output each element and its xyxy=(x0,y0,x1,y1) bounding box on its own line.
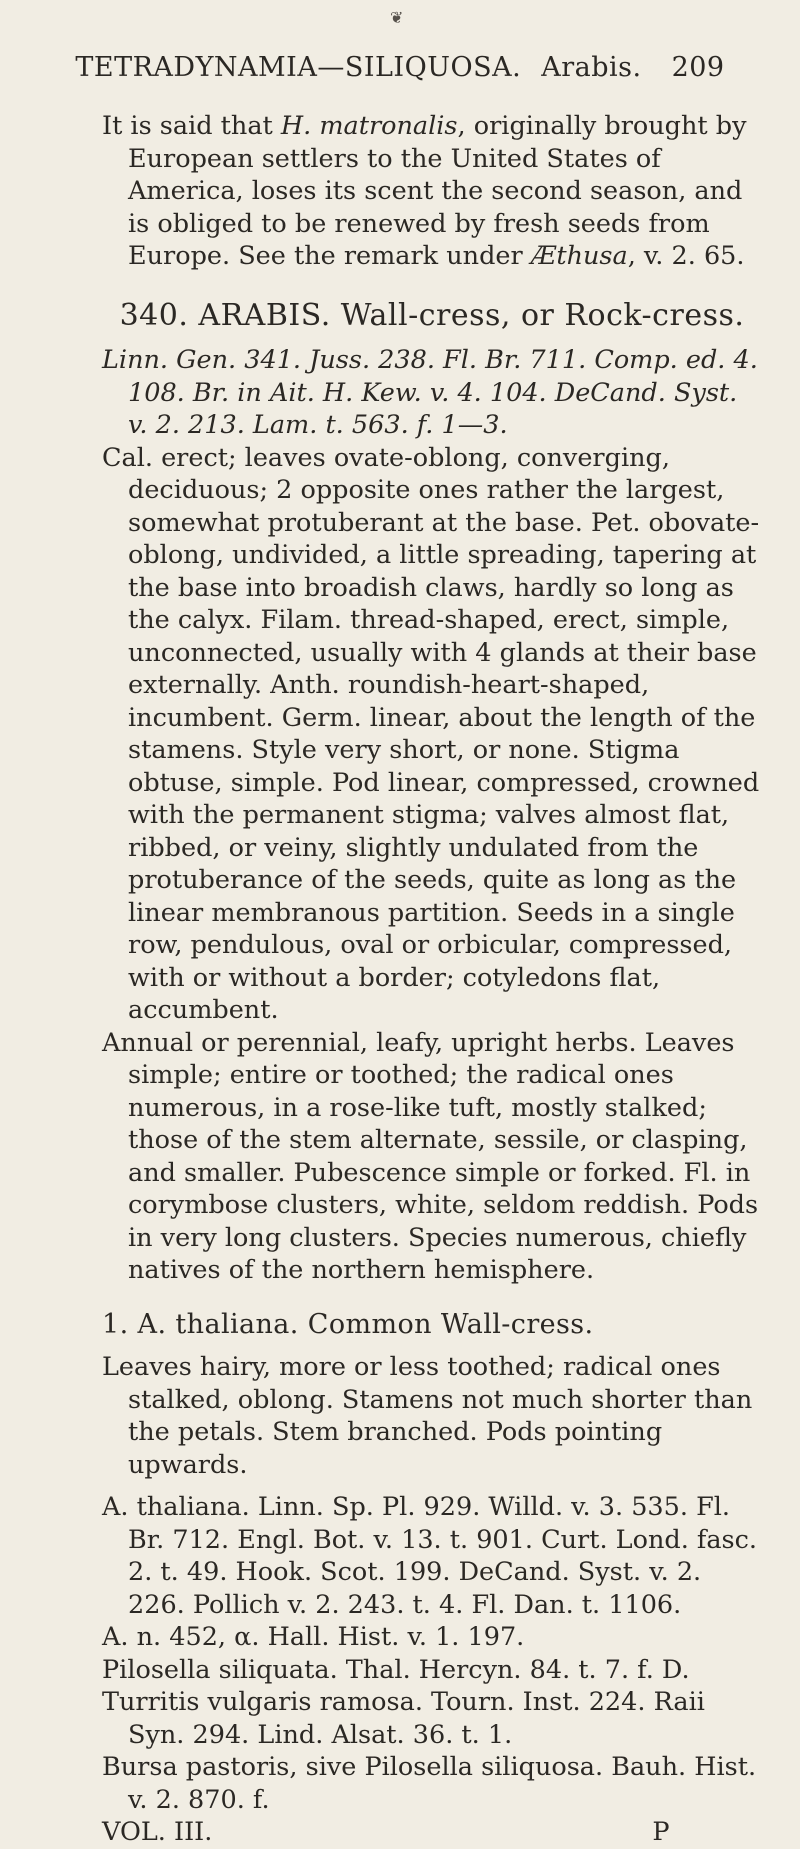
volume-label: VOL. III. xyxy=(102,1817,213,1847)
genus-title: 340. ARABIS. Wall-cress, or Rock-cress. xyxy=(119,297,745,333)
intro-text-b: H. matronalis xyxy=(280,111,458,141)
intro-paragraph xyxy=(102,110,762,273)
synonym-5: Bursa pastoris, sive Pilosella siliquosa. Bauh. Hist. v. 2. 870. f. xyxy=(102,1752,757,1815)
page-body xyxy=(102,110,762,1849)
intro-text-a: It is said that xyxy=(102,111,281,141)
synonym-1: A. thaliana. Linn. Sp. Pl. 929. Willd. v. 3. 535. Fl. Br. 712. Engl. Bot. v. 13. t. 901. Curt. Lond. fasc. 2. t. 49. Hook. Scot. 199. DeCand. Syst. v. 2. 226. Pollich v. 2. 243. t. 4. Fl. Dan. t. 1106. xyxy=(102,1492,758,1620)
genus-references: Linn. Gen. 341. Juss. 238. Fl. Br. 711. Comp. ed. 4. 108. Br. in Ait. H. Kew. v. 4. 104. DeCand. Syst. v. 2. 213. Lam. t. 563. f. 1—3. xyxy=(102,345,758,440)
intro-text-e: , v. 2. 65. xyxy=(627,241,745,271)
signature-mark: P xyxy=(652,1817,670,1847)
species-description: Leaves hairy, more or less toothed; radical ones stalked, oblong. Stamens not much shorter than the petals. Stem branched. Pods pointing upwards. xyxy=(102,1352,753,1480)
header-genus: Arabis. xyxy=(541,52,642,83)
header-section: TETRADYNAMIA—SILIQUOSA. xyxy=(75,52,522,83)
intro-text-c: , originally brought by European settlers to the United States of America, loses its scent the second season, and is obliged to be renewed by fresh seeds from Europe. See the remark under xyxy=(128,111,747,271)
calyx-description: Cal. erect; leaves ovate-oblong, converging, deciduous; 2 opposite ones rather the largest, somewhat protuberant at the base. Pet. obovate-oblong, undivided, a little spreading, tapering at the base into broadish claws, hardly so long as the calyx. Filam. thread-shaped, erect, simple, unconnected, usually with 4 glands at their base externally. Anth. roundish-heart-shaped, incumbent. Germ. linear, about the length of the stamens. Style very short, or none. Stigma obtuse, simple. Pod linear, compressed, crowned with the permanent stigma; valves almost flat, ribbed, or veiny, slightly undulated from the protuberance of the seeds, quite as long as the linear membranous partition. Seeds in a single row, pendulous, oval or orbicular, compressed, with or without a border; cotyledons flat, accumbent. xyxy=(102,442,760,1025)
synonym-2: A. n. 452, α. Hall. Hist. v. 1. 197. xyxy=(102,1622,525,1652)
intro-text-d: Æthusa xyxy=(530,241,628,271)
species-title: 1. A. thaliana. Common Wall-cress. xyxy=(102,1308,594,1340)
page-number: 209 xyxy=(671,52,725,83)
running-header xyxy=(0,52,800,83)
synonym-4: Turritis vulgaris ramosa. Tourn. Inst. 224. Raii Syn. 294. Lind. Alsat. 36. t. 1. xyxy=(102,1687,705,1750)
ornament-mark: ❦ xyxy=(390,8,404,27)
page-footer xyxy=(102,1816,762,1849)
synonym-3: Pilosella siliquata. Thal. Hercyn. 84. t. 7. f. D. xyxy=(102,1654,690,1685)
habit-description: Annual or perennial, leafy, upright herbs. Leaves simple; entire or toothed; the radical ones numerous, in a rose-like tuft, mostly stalked; those of the stem alternate, sessile, or clasping, and smaller. Pubescence simple or forked. Fl. in corymbose clusters, white, seldom reddish. Pods in very long clusters. Species numerous, chiefly natives of the northern hemisphere. xyxy=(102,1027,759,1285)
